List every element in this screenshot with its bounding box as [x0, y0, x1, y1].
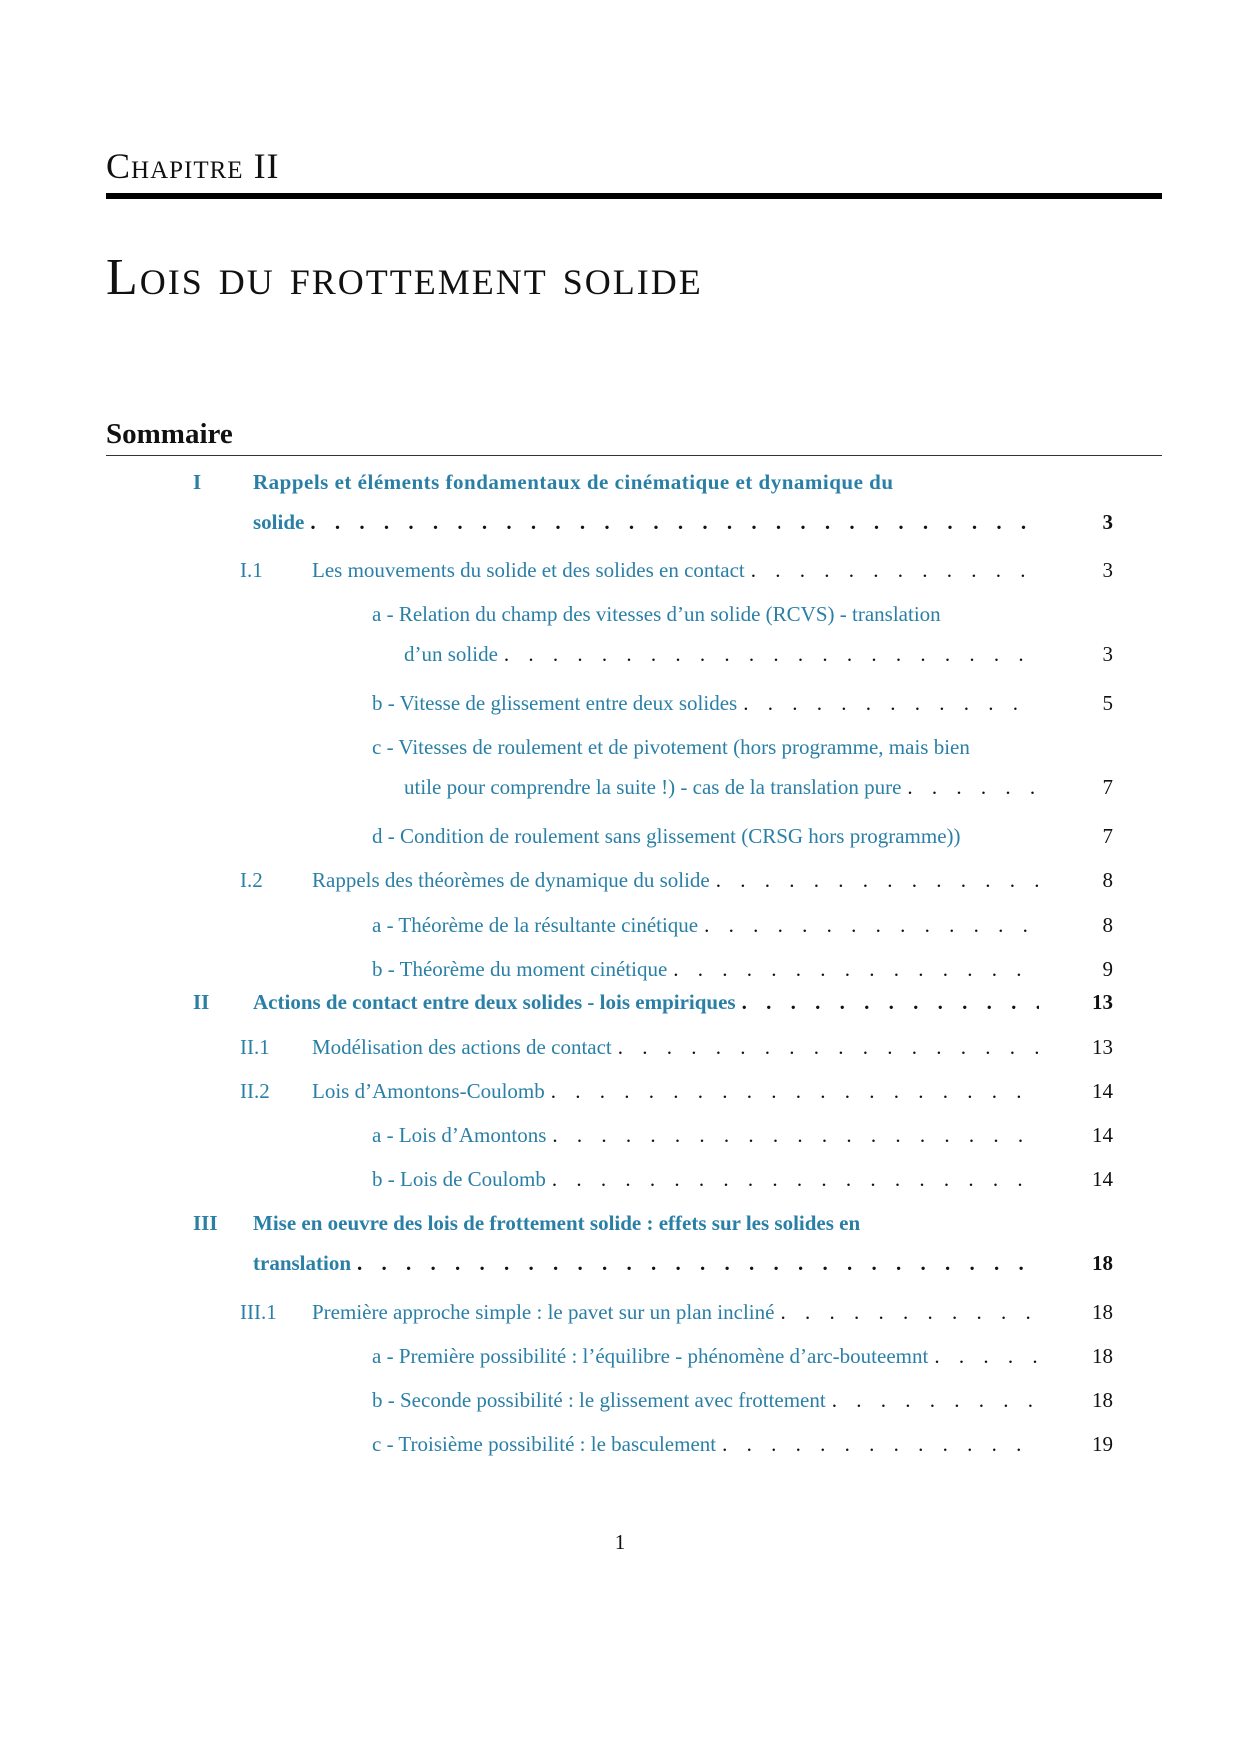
toc-entry-page: 3 — [1102, 510, 1113, 534]
toc-entry-page: 18 — [1092, 1388, 1113, 1412]
toc-entry-title-continued: translation . . . — [253, 1243, 1051, 1283]
toc-entry-subsubsection[interactable] — [372, 1115, 1113, 1155]
dot-leader — [780, 1292, 1038, 1332]
toc-entry-subsubsection[interactable] — [372, 816, 1113, 856]
toc-entry-page: 8 — [1102, 868, 1113, 892]
toc-entry-subsubsection[interactable] — [372, 1336, 1113, 1376]
toc-entry-title: a - Première possibilité : l’équilibre - phénomène d’arc-bouteemnt — [372, 1344, 929, 1368]
dot-leader — [716, 860, 1038, 900]
toc-entry-page: 9 — [1102, 957, 1113, 981]
toc-entry-subsection[interactable] — [240, 1027, 1113, 1067]
toc-entry-number: I — [193, 470, 202, 494]
toc-entry-number: I.2 — [240, 868, 263, 892]
toc-entry-subsection[interactable] — [240, 1292, 1113, 1332]
toc-entry-page: 7 — [1102, 824, 1113, 848]
toc-entry-number: III.1 — [240, 1300, 277, 1324]
summary-heading: Sommaire — [106, 418, 233, 450]
toc-entry-title-continued: utile pour comprendre la suite !) - cas de la translation pure . . . — [404, 767, 1050, 807]
toc-entry-title: a - Relation du champ des vitesses d’un solide (RCVS) - translation — [372, 602, 941, 626]
toc-entry-title: Modélisation des actions de contact — [312, 1035, 612, 1059]
toc-entry-title: Mise en oeuvre des lois de frottement solide : effets sur les solides en — [253, 1211, 861, 1235]
dot-leader — [704, 905, 1038, 945]
toc-entry-subsubsection[interactable] — [372, 1424, 1113, 1464]
toc-entry-page: 13 — [1092, 990, 1113, 1014]
toc-entry-subsection[interactable] — [240, 550, 1113, 590]
toc-entry-title: b - Théorème du moment cinétique — [372, 957, 668, 981]
toc-entry-title: Les mouvements du solide et des solides en contact — [312, 558, 745, 582]
toc-entry-subsubsection[interactable] — [372, 1159, 1113, 1199]
toc-entry-section-I[interactable] — [193, 462, 1113, 542]
toc-entry-title: Première approche simple : le pavet sur un plan incliné — [312, 1300, 775, 1324]
toc-entry-title: c - Troisième possibilité : le basculement — [372, 1432, 717, 1456]
toc-entry-number: II — [193, 990, 210, 1014]
toc-entry-number: III — [193, 1211, 218, 1235]
toc-entry-title-continued: d’un solide . . . — [404, 634, 1050, 674]
dot-leader — [722, 1424, 1038, 1464]
toc-entry-page: 18 — [1092, 1300, 1113, 1324]
toc-entry-title: a - Théorème de la résultante cinétique — [372, 913, 699, 937]
toc-entry-subsubsection[interactable] — [372, 1380, 1113, 1420]
dot-leader — [751, 550, 1038, 590]
toc-entry-title: Actions de contact entre deux solides - lois empiriques — [253, 990, 736, 1014]
dot-leader — [743, 683, 1038, 723]
dot-leader — [552, 1115, 1038, 1155]
dot-leader — [934, 1336, 1038, 1376]
dot-leader — [742, 982, 1039, 1022]
toc-entry-page: 18 — [1092, 1344, 1113, 1368]
toc-entry-subsubsection[interactable] — [372, 683, 1113, 723]
toc-entry-page: 13 — [1092, 1035, 1113, 1059]
dot-leader — [310, 502, 1039, 542]
dot-leader — [907, 767, 1038, 807]
toc-entry-title-continued: solide . . . — [253, 502, 1051, 542]
chapter-rule — [106, 193, 1162, 199]
toc-entry-subsubsection[interactable] — [372, 594, 1113, 674]
toc-entry-page: 3 — [1102, 642, 1113, 666]
toc-entry-page: 3 — [1102, 558, 1113, 582]
toc-entry-title: Lois d’Amontons-Coulomb — [312, 1079, 545, 1103]
toc-entry-page: 19 — [1092, 1432, 1113, 1456]
toc-entry-title: b - Lois de Coulomb — [372, 1167, 546, 1191]
toc-entry-subsection[interactable] — [240, 860, 1113, 900]
toc-entry-title: Rappels des théorèmes de dynamique du solide — [312, 868, 710, 892]
toc-entry-subsubsection[interactable] — [372, 727, 1113, 807]
dot-leader — [357, 1243, 1039, 1283]
chapter-title: Lois du frottement solide — [106, 249, 703, 306]
toc-entry-title: b - Vitesse de glissement entre deux solides — [372, 691, 738, 715]
toc-entry-page: 14 — [1092, 1167, 1113, 1191]
chapter-label: Chapitre II — [106, 146, 280, 186]
dot-leader — [551, 1071, 1038, 1111]
toc-entry-page: 14 — [1092, 1123, 1113, 1147]
summary-rule — [106, 455, 1162, 456]
toc-entry-page: 5 — [1102, 691, 1113, 715]
toc-entry-subsection[interactable] — [240, 1071, 1113, 1111]
toc-entry-page: 8 — [1102, 913, 1113, 937]
dot-leader — [618, 1027, 1038, 1067]
toc-entry-title: c - Vitesses de roulement et de pivotement (hors programme, mais bien — [372, 735, 970, 759]
toc-entry-title: d - Condition de roulement sans glissement (CRSG hors programme)) — [372, 824, 961, 848]
toc-entry-title: a - Lois d’Amontons — [372, 1123, 547, 1147]
toc-entry-number: II.2 — [240, 1079, 270, 1103]
toc-entry-section-III[interactable] — [193, 1203, 1113, 1283]
toc-entry-number: II.1 — [240, 1035, 270, 1059]
page-number: 1 — [614, 1530, 626, 1554]
toc-entry-title: Rappels et éléments fondamentaux de cinématique et dynamique du — [253, 470, 894, 494]
dot-leader — [832, 1380, 1038, 1420]
toc-entry-subsubsection[interactable] — [372, 905, 1113, 945]
toc-entry-title: b - Seconde possibilité : le glissement avec frottement — [372, 1388, 826, 1412]
dot-leader — [504, 634, 1038, 674]
toc-entry-number: I.1 — [240, 558, 263, 582]
toc-entry-page: 18 — [1092, 1251, 1113, 1275]
toc-entry-page: 7 — [1102, 775, 1113, 799]
toc-entry-page: 14 — [1092, 1079, 1113, 1103]
dot-leader — [552, 1159, 1038, 1199]
toc-entry-section-II[interactable] — [193, 982, 1113, 1022]
